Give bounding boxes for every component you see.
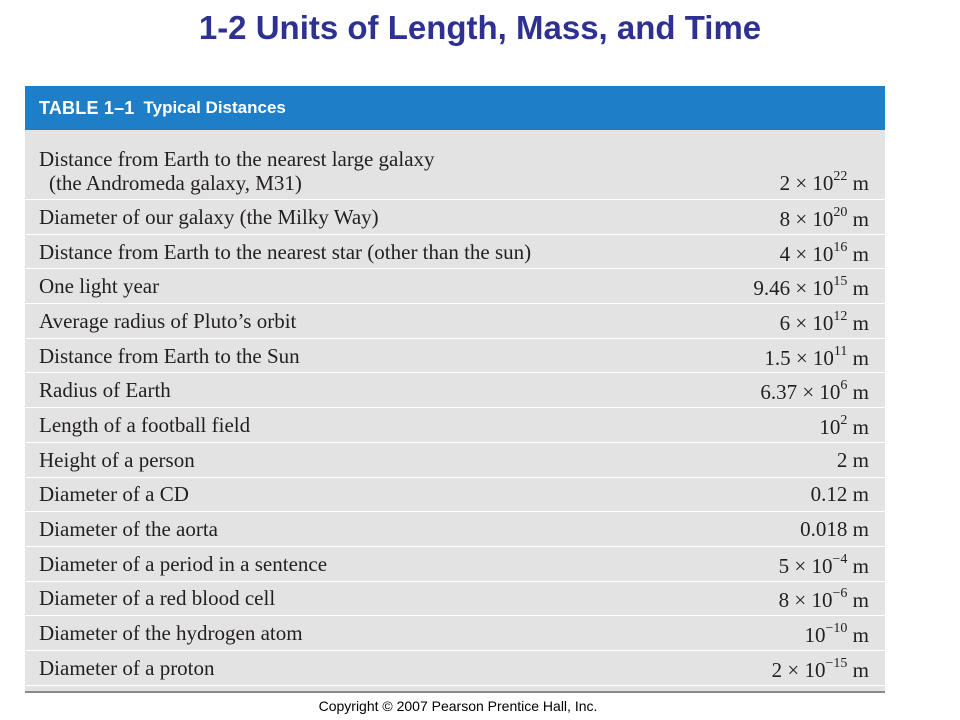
value-unit: m [847, 276, 869, 301]
table-row [25, 142, 885, 200]
row-label-line: Distance from Earth to the nearest large galaxy [39, 147, 435, 171]
table-row [25, 478, 885, 513]
table-number: TABLE 1–1 [39, 97, 135, 118]
table-row [25, 373, 885, 408]
table-row [25, 547, 885, 582]
row-value [772, 654, 869, 682]
value-mantissa: 0.12 m [810, 482, 869, 507]
row-label-line: Diameter of the hydrogen atom [39, 621, 303, 646]
row-value [764, 342, 869, 370]
table-row [25, 408, 885, 443]
value-exponent: 2 [840, 412, 848, 428]
row-label [39, 413, 250, 437]
row-label [39, 586, 275, 610]
row-label-line: Diameter of our galaxy (the Milky Way) [39, 204, 379, 229]
table-row [25, 616, 885, 651]
value-unit: m [847, 588, 869, 613]
table-row [25, 512, 885, 547]
row-label-line: One light year [39, 274, 160, 299]
value-exponent: −15 [825, 655, 848, 671]
row-label [39, 378, 171, 402]
row-value [805, 619, 870, 647]
table-row [25, 443, 885, 478]
value-unit: m [847, 623, 869, 648]
table-row [25, 200, 885, 235]
value-exponent: 15 [833, 274, 848, 290]
value-mantissa: 2 × 10 [771, 657, 826, 682]
row-label [39, 621, 303, 645]
row-value [780, 167, 869, 195]
row-value [753, 272, 869, 300]
row-value [780, 238, 869, 266]
row-value [780, 307, 869, 335]
value-mantissa: 5 × 10 [778, 553, 833, 578]
value-mantissa: 10 [819, 414, 841, 439]
row-label-line: Distance from Earth to the nearest star (other than the sun) [39, 239, 532, 264]
row-label-line: Diameter of a red blood cell [39, 586, 276, 611]
value-exponent: 11 [833, 343, 848, 359]
table-row [25, 304, 885, 339]
row-label-line: Distance from Earth to the Sun [39, 343, 300, 368]
value-unit: m [847, 241, 869, 266]
row-value [780, 203, 869, 231]
table-row [25, 269, 885, 304]
value-mantissa: 6 × 10 [779, 310, 834, 335]
value-exponent: 12 [833, 308, 848, 324]
value-exponent: 6 [840, 378, 848, 394]
value-unit: m [847, 345, 869, 370]
value-exponent: 20 [833, 204, 848, 220]
value-unit: m [847, 206, 869, 231]
value-unit: m [847, 414, 869, 439]
table-caption: Typical Distances [143, 98, 286, 117]
table-row [25, 235, 885, 270]
row-value [800, 517, 869, 541]
row-label [39, 482, 189, 506]
row-label-line: Diameter of a proton [39, 655, 215, 680]
value-exponent: −10 [825, 621, 848, 637]
value-unit: m [847, 553, 869, 578]
row-label [39, 205, 379, 229]
row-value [811, 482, 869, 506]
row-label-line: Height of a person [39, 447, 195, 472]
value-mantissa: 4 × 10 [779, 241, 834, 266]
row-label [39, 552, 327, 576]
table-row [25, 339, 885, 374]
value-mantissa: 8 × 10 [779, 206, 834, 231]
row-label-line: Diameter of the aorta [39, 517, 218, 542]
row-label-line: (the Andromeda galaxy, M31) [49, 171, 302, 195]
row-value [760, 376, 869, 404]
table-rows [25, 130, 885, 686]
row-value [837, 448, 869, 472]
slide-title: 1-2 Units of Length, Mass, and Time [198, 9, 762, 46]
row-label [39, 274, 159, 298]
value-mantissa: 10 [804, 623, 826, 648]
row-label [39, 448, 195, 472]
value-exponent: −6 [832, 586, 848, 602]
copyright-notice: Copyright © 2007 Pearson Prentice Hall, Inc. [318, 698, 598, 714]
value-exponent: 22 [833, 169, 848, 184]
row-label [39, 344, 300, 368]
row-label [39, 240, 531, 264]
value-mantissa: 1.5 × 10 [764, 345, 834, 370]
typical-distances-table [25, 86, 885, 693]
value-mantissa: 2 × 10 [779, 171, 834, 195]
value-unit: m [847, 310, 869, 335]
value-mantissa: 9.46 × 10 [753, 276, 834, 301]
table-row [25, 582, 885, 617]
value-exponent: 16 [833, 239, 848, 255]
row-label [39, 147, 435, 195]
table-header [25, 86, 885, 130]
value-mantissa: 2 m [836, 447, 869, 472]
value-unit: m [847, 380, 869, 405]
row-value [819, 411, 869, 439]
row-label [39, 517, 218, 541]
row-label [39, 309, 296, 333]
row-label-line: Diameter of a CD [39, 482, 189, 507]
row-label-line: Diameter of a period in a sentence [39, 551, 328, 576]
value-mantissa: 8 × 10 [778, 588, 833, 613]
row-value [779, 584, 869, 612]
row-label-line: Radius of Earth [39, 378, 171, 403]
value-exponent: −4 [832, 551, 848, 567]
value-unit: m [847, 171, 869, 195]
row-label-line: Average radius of Pluto’s orbit [39, 308, 297, 333]
row-label-line: Length of a football field [39, 412, 251, 437]
value-mantissa: 0.018 m [800, 517, 869, 542]
value-unit: m [847, 657, 869, 682]
row-value [779, 550, 869, 578]
row-label [39, 656, 215, 680]
value-mantissa: 6.37 × 10 [760, 380, 841, 405]
table-row [25, 651, 885, 686]
